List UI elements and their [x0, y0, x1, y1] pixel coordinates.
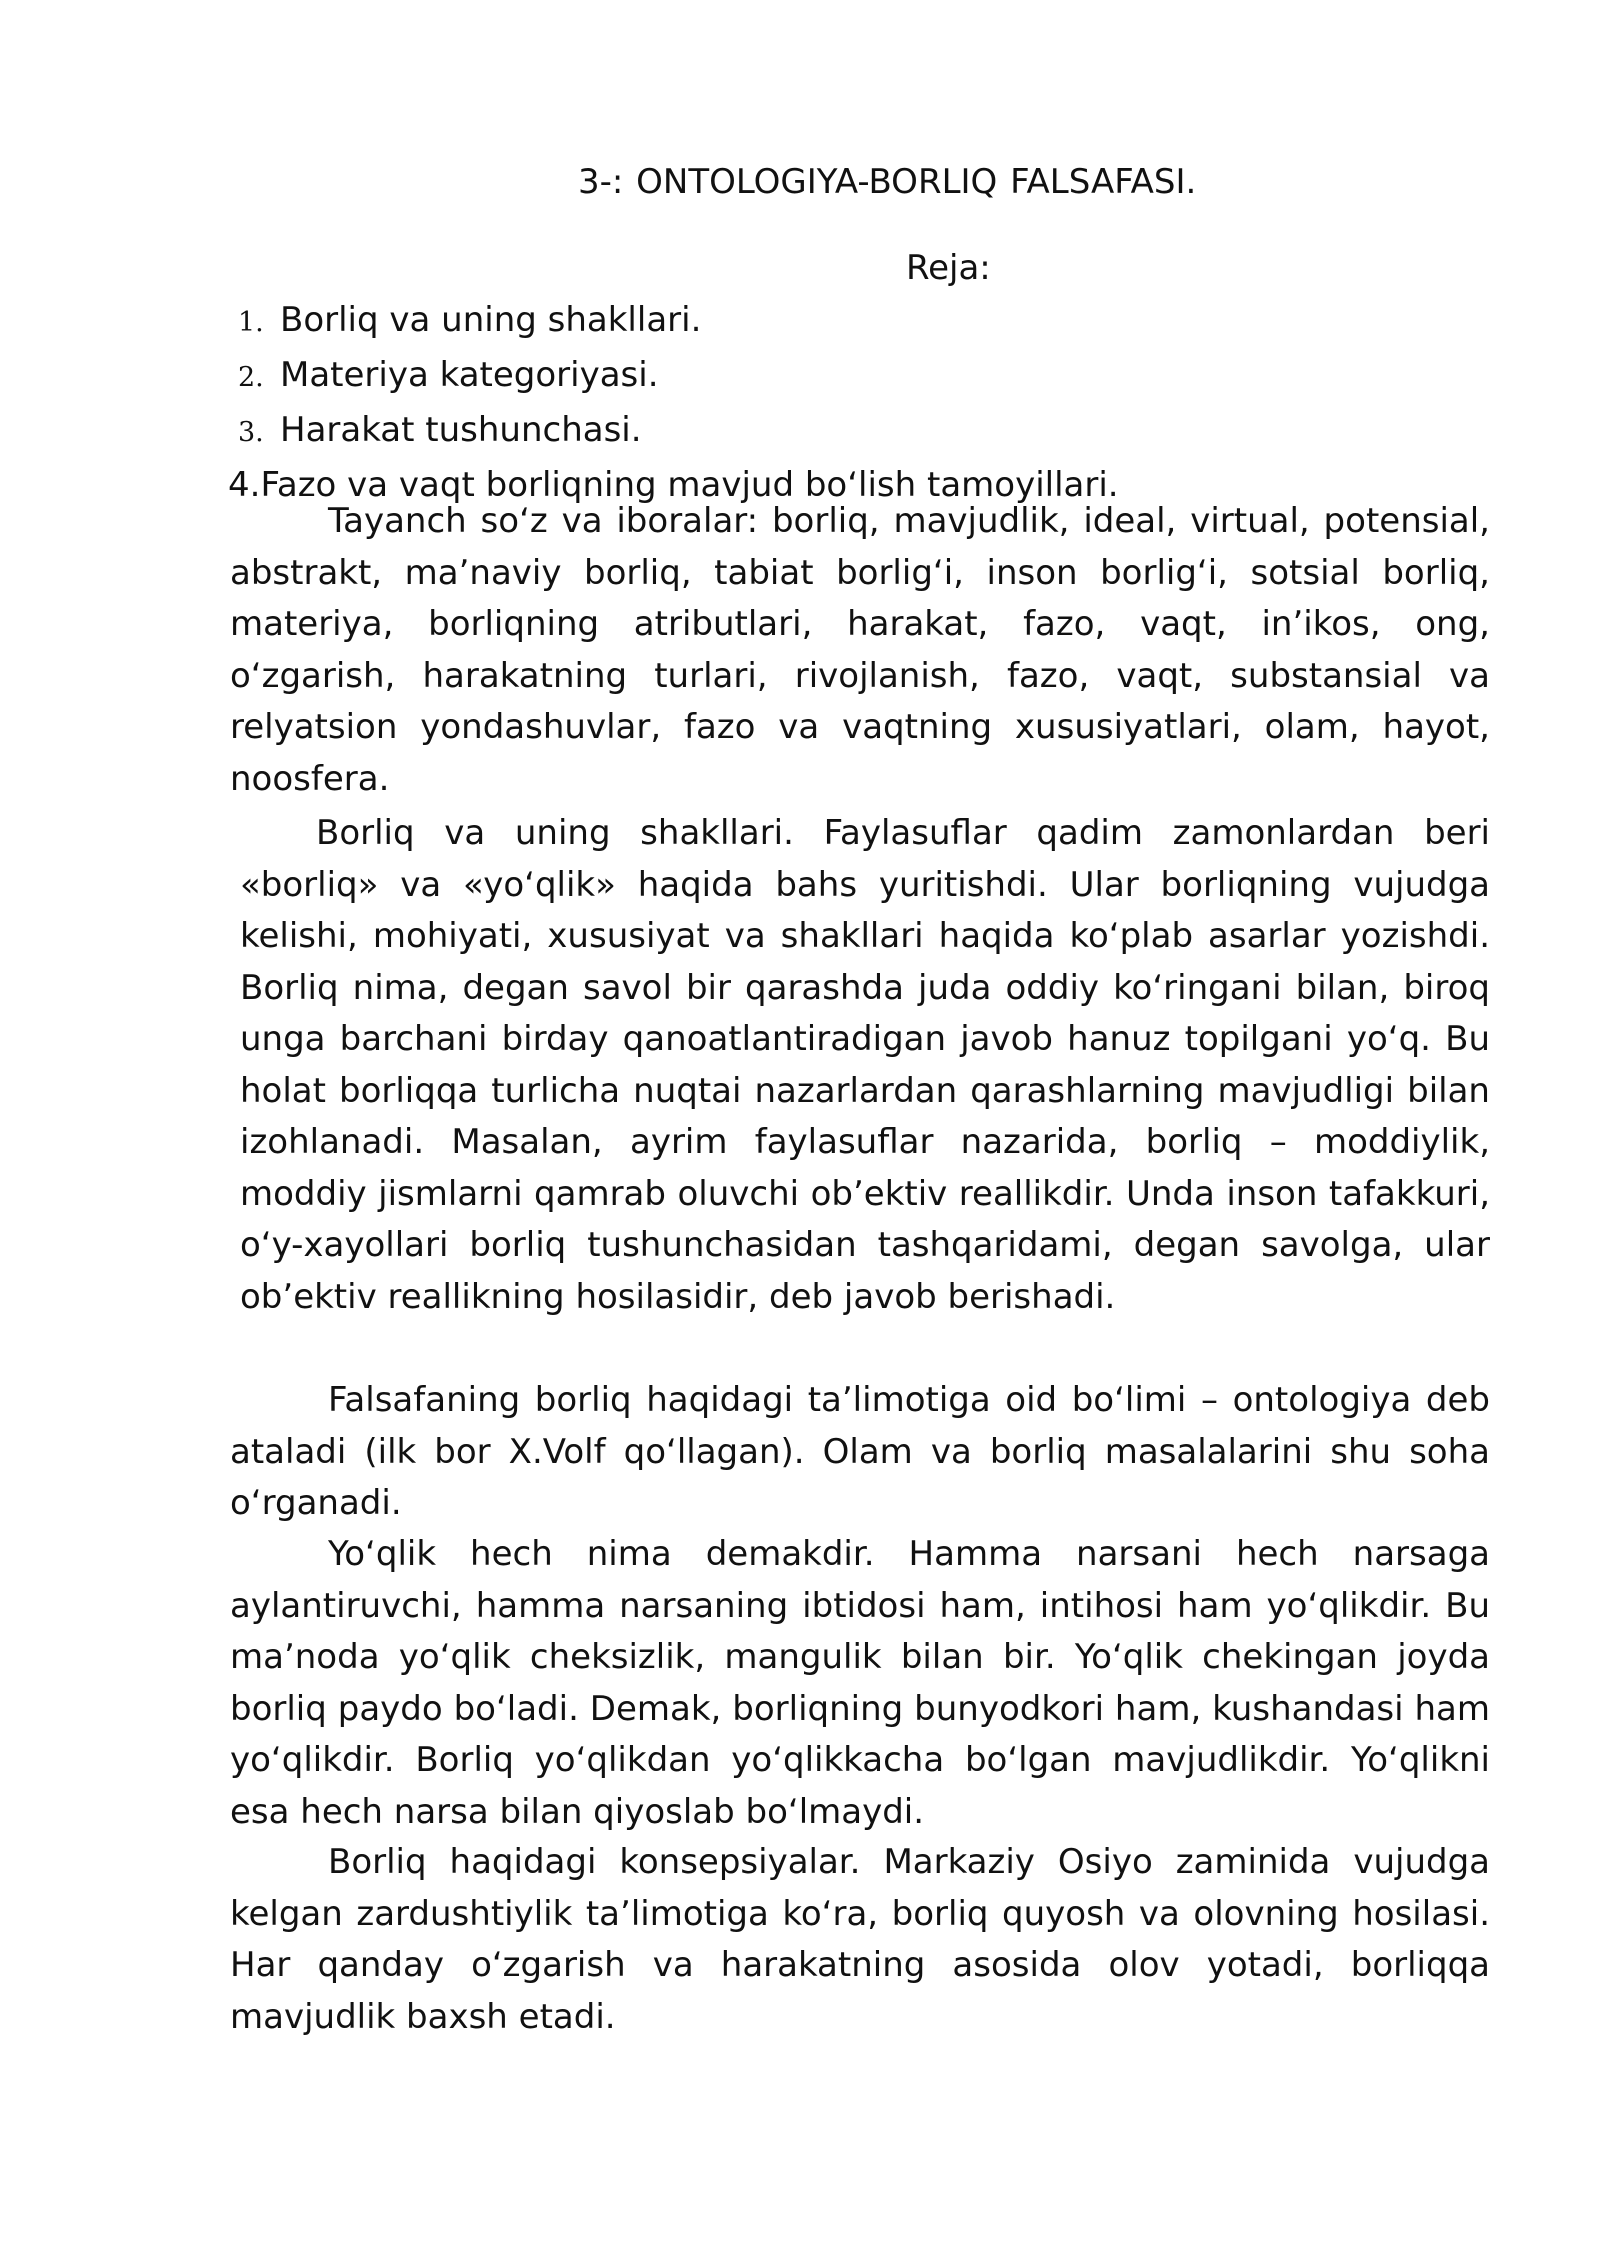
plan-item	[230, 349, 1490, 404]
plan-item-number: 1.	[238, 307, 264, 338]
plan-item-text: 4.Fazo va vaqt borliqning mavjud bo‘lish tamoyillari.	[228, 465, 1119, 505]
plan-list	[230, 294, 1490, 511]
plan-item-number: 3.	[238, 417, 264, 448]
plan-item-text: Borliq va uning shakllari.	[280, 300, 702, 340]
plan-item-text: Materiya kategoriyasi.	[280, 355, 659, 395]
plan-item-text: Harakat tushunchasi.	[280, 410, 642, 450]
plan-item	[230, 404, 1490, 459]
borliq-forms-paragraph: Borliq va uning shakllari. Faylasuflar qadim zamonlardan beri «borliq» va «yo‘qlik» haqida bahs yuritishdi. Ular borliqning vujudga kelishi, mohiyati, xususiyat va shakllari haqida ko‘plab asarlar yozishdi. Borliq nima, degan savol bir qarashda juda oddiy ko‘ringani bilan, biroq unga barchani birday qanoatlantiradigan javob hanuz topilgani yo‘q. Bu holat borliqqa turlicha nuqtai nazarlardan qarashlarning mavjudligi bilan izohlanadi. Masalan, ayrim faylasuflar nazarida, borliq – moddiylik, moddiy jismlarni qamrab oluvchi ob’ektiv reallikdir. Unda inson tafakkuri, o‘y-xayollari borliq tushunchasidan tashqaridami, degan savolga, ular ob’ektiv reallikning hosilasidir, deb javob berishadi.	[240, 813, 1490, 1317]
plan-heading: Reja:	[906, 248, 991, 288]
keywords-paragraph: Tayanch so‘z va iboralar: borliq, mavjudlik, ideal, virtual, potensial, abstrakt, ma’naviy borliq, tabiat borlig‘i, inson borlig‘i, sotsial borliq, materiya, borliqning atributlari, harakat, fazo, vaqt, in’ikos, ong, o‘zgarish, harakatning turlari, rivojlanish, fazo, vaqt, substansial va relyatsion yondashuvlar, fazo va vaqtning xususiyatlari, olam, hayot, noosfera.	[230, 501, 1490, 799]
plan-item-number: 2.	[238, 362, 264, 393]
yoqlik-paragraph: Yo‘qlik hech nima demakdir. Hamma narsani hech narsaga aylantiruvchi, hamma narsaning ibtidosi ham, intihosi ham yo‘qlikdir. Bu ma’noda yo‘qlik cheksizlik, mangulik bilan bir. Yo‘qlik chekingan joyda borliq paydo bo‘ladi. Demak, borliqning bunyodkori ham, kushandasi ham yo‘qlikdir. Borliq yo‘qlikdan yo‘qlikkacha bo‘lgan mavjudlikdir. Yo‘qlikni esa hech narsa bilan qiyoslab bo‘lmaydi.	[230, 1534, 1490, 1832]
page-title: 3-: ONTOLOGIYA-BORLIQ FALSAFASI.	[578, 162, 1197, 202]
ontology-paragraph: Falsafaning borliq haqidagi ta’limotiga oid bo‘limi – ontologiya deb ataladi (ilk bor X.Volf qo‘llagan). Olam va borliq masalalarini shu soha o‘rganadi.	[230, 1380, 1490, 1523]
concepts-paragraph: Borliq haqidagi konsepsiyalar. Markaziy Osiyo zaminida vujudga kelgan zardushtiylik ta’limotiga ko‘ra, borliq quyosh va olovning hosilasi. Har qanday o‘zgarish va harakatning asosida olov yotadi, borliqqa mavjudlik baxsh etadi.	[230, 1842, 1490, 2037]
plan-item	[230, 294, 1490, 349]
